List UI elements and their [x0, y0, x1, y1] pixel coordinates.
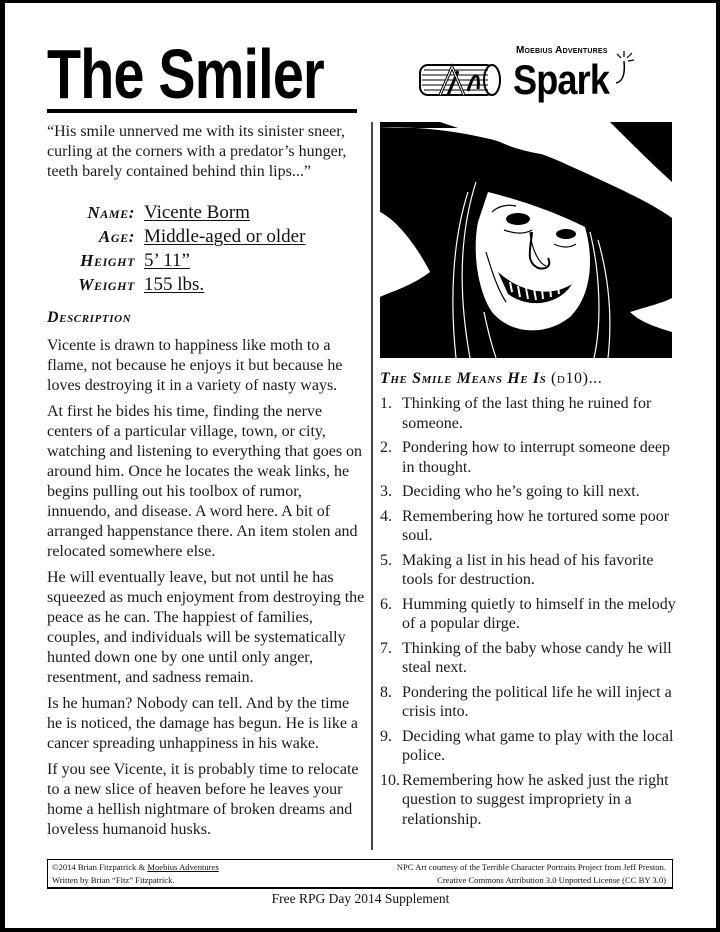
stat-label: Weight: [78, 275, 135, 294]
intro-quote: “His smile unnerved me with its sinister sneer, curling at the corners with a predator’s hunger, teeth barely contained behind thin lips...”: [47, 123, 347, 180]
list-text: Thinking of the last thing he ruined for someone.: [402, 395, 652, 432]
list-item: [380, 438, 684, 477]
list-text: Pondering how to interrupt someone deep in thought.: [402, 439, 670, 476]
list-number: 7.: [380, 639, 392, 657]
list-number: 1.: [380, 395, 392, 412]
list-text: Humming quietly to himself in the melody of a popular dirge.: [402, 595, 676, 632]
logo-product: Spark: [513, 56, 610, 103]
description-paragraph: Vicente is drawn to happiness like moth to a flame, not because he enjoys it but because he loves destroying it in a variety of nasty ways.: [47, 337, 343, 394]
smile-table-title: The Smile Means He Is: [380, 370, 547, 387]
list-number: 2.: [380, 439, 392, 456]
list-text: Making a list in his head of his favorite tools for destruction.: [402, 551, 654, 588]
list-item: [380, 482, 684, 502]
list-number: 8.: [380, 683, 392, 701]
spark-logo: [418, 43, 638, 109]
smile-table-dice: (d10)...: [550, 370, 603, 387]
smile-table-heading: [380, 369, 684, 389]
list-text: Remembering how he asked just the right question to suggest impropriety in a relationship.: [402, 771, 669, 828]
npc-portrait: [380, 122, 672, 358]
stat-value: Middle-aged or older: [144, 226, 306, 247]
list-item: [380, 551, 684, 590]
list-text: Remembering how he tortured some poor soul.: [402, 507, 670, 544]
list-item: [380, 639, 684, 678]
copyright-text: ©2014 Brian Fitzpatrick &: [52, 862, 148, 872]
credits-right: [308, 861, 666, 887]
dynamite-bundle-icon: [418, 61, 502, 99]
copyright-line: [52, 861, 292, 874]
logo-brand: Moebius Adventures: [516, 45, 608, 56]
stat-label: Name:: [87, 203, 135, 222]
right-column: [380, 369, 684, 829]
stat-label: Height: [80, 251, 135, 270]
license-text: Creative Commons Attribution 3.0 Unported License (CC BY 3.0): [437, 875, 666, 885]
credits-left: [52, 861, 292, 887]
stat-weight: [47, 274, 365, 298]
credits-box: [47, 859, 673, 889]
list-item: [380, 507, 684, 546]
list-item: [380, 394, 684, 433]
list-number: 9.: [380, 727, 392, 745]
stat-value: 155 lbs.: [144, 274, 205, 295]
description-paragraph: He will eventually leave, but not until he has squeezed as much enjoyment from destroying the peace as he can. The happiest of families, couples, and individuals will be systematically hunted down one by one until only anger, resentment, and sadness remain.: [47, 569, 365, 686]
list-item: [380, 771, 684, 830]
portrait-illustration: [380, 122, 672, 358]
description-paragraph: If you see Vicente, it is probably time to relocate to a new slice of heaven before he leaves your home a hellish nightmare of broken dreams and loveless humanoid husks.: [47, 761, 359, 838]
written-by: Written by Brian “Fitz” Fitzpatrick.: [52, 875, 175, 885]
list-item: [380, 727, 684, 766]
stat-label: Age:: [98, 227, 135, 246]
fuse-spark-icon: [614, 47, 638, 87]
list-item: [380, 595, 684, 634]
list-text: Deciding what game to play with the local police.: [402, 727, 674, 764]
page-title: [47, 39, 359, 109]
page: [5, 3, 716, 928]
list-number: 3.: [380, 483, 392, 500]
list-item: [380, 683, 684, 722]
moebius-adventures-link[interactable]: Moebius Adventures: [147, 862, 219, 872]
list-number: 10.: [380, 771, 400, 789]
list-text: Deciding who he’s going to kill next.: [402, 483, 640, 500]
column-divider: [371, 122, 373, 850]
stat-block: [47, 202, 365, 298]
stat-height: [47, 250, 365, 274]
left-column: [47, 122, 365, 840]
supplement-label: Free RPG Day 2014 Supplement: [271, 891, 450, 906]
title-underline: [47, 109, 357, 113]
title-text: The Smiler: [47, 39, 324, 109]
stat-value: Vicente Borm: [144, 202, 250, 223]
description-paragraph: Is he human? Nobody can tell. And by the time he is noticed, the damage has begun. He is like a cancer spreading unhappiness in his wake.: [47, 695, 359, 752]
list-number: 4.: [380, 507, 392, 525]
list-text: Pondering the political life he will inject a crisis into.: [402, 683, 672, 720]
list-number: 5.: [380, 551, 392, 569]
stat-name: [47, 202, 365, 226]
stat-value: 5’ 11”: [144, 250, 190, 271]
stat-age: [47, 226, 365, 250]
art-credit: NPC Art courtesy of the Terrible Character Portraits Project from Jeff Preston.: [396, 862, 666, 872]
list-text: Thinking of the baby whose candy he will steal next.: [402, 639, 672, 676]
description-paragraph: At first he bides his time, finding the nerve centers of a particular village, town, or city, watching and listening to everything that goes on around him. Once he locates the weak links, he begins pulling out his toolbox of rumor, innuendo, and disease. A word here. A bit of arranged happenstance there. An item stolen and relocated somewhere else.: [47, 403, 363, 560]
list-number: 6.: [380, 595, 392, 613]
description-heading: Description: [47, 309, 132, 326]
description-body: [47, 336, 365, 840]
smile-table-list: [380, 394, 684, 829]
